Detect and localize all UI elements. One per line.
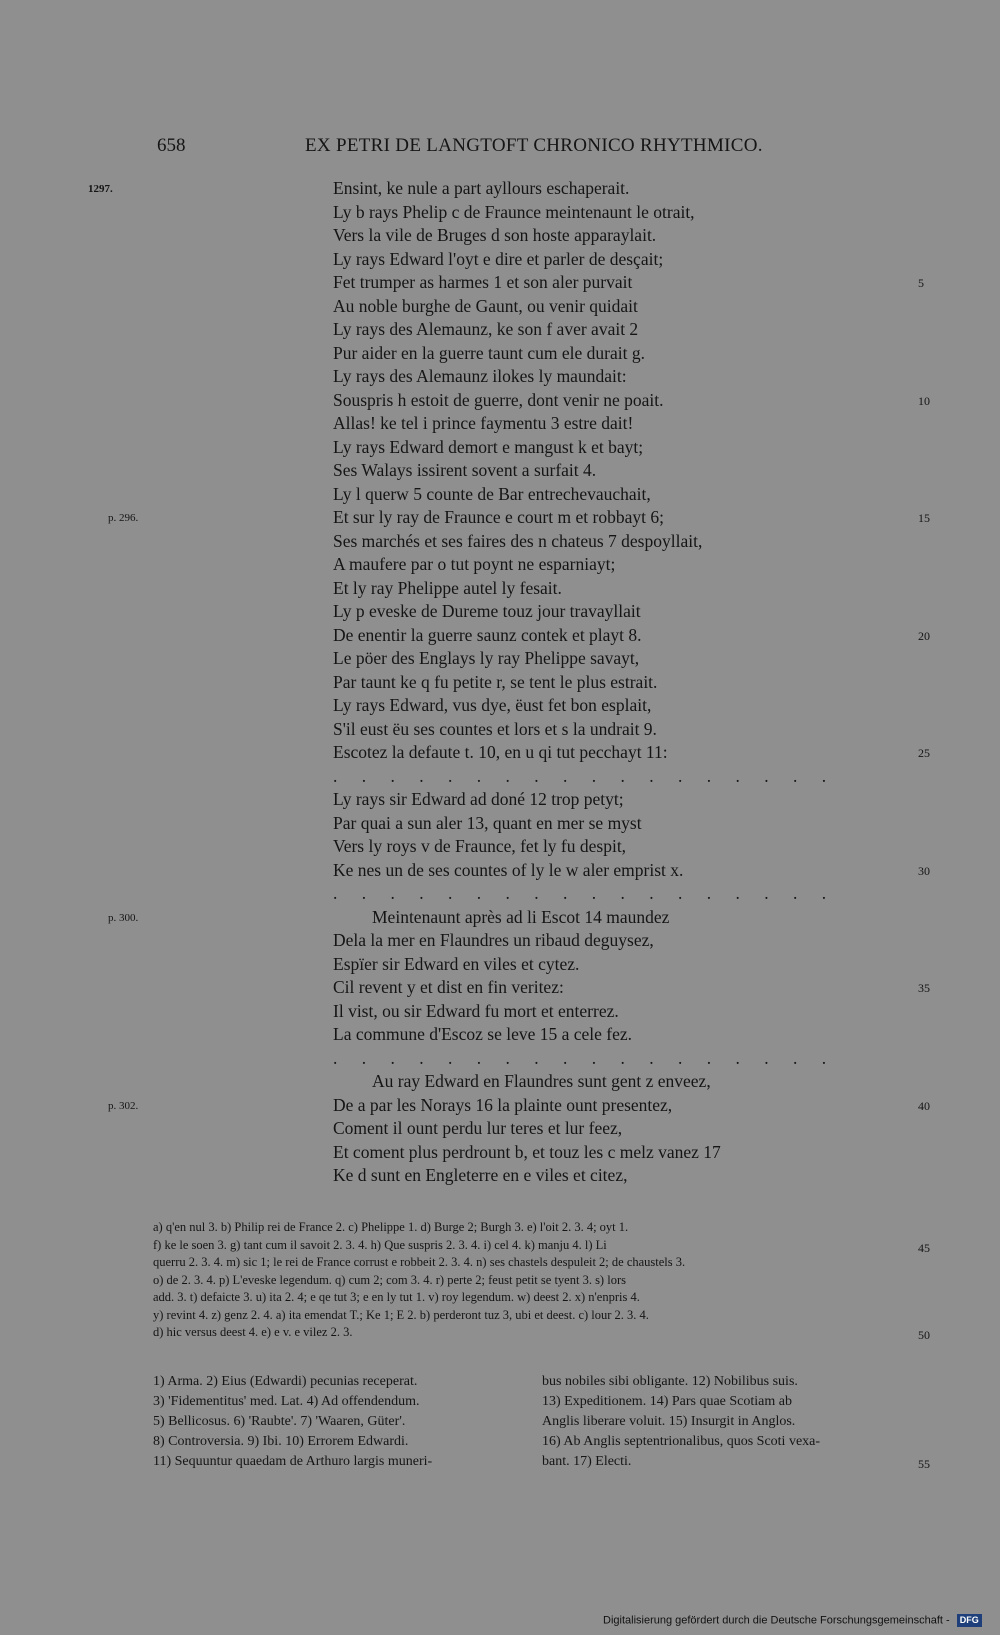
verse-line (0, 295, 1000, 319)
variant-note-line (153, 1219, 915, 1237)
verse-ellipsis (0, 882, 1000, 906)
line-number: 30 (918, 863, 930, 878)
page-header (0, 135, 1000, 165)
footnote-line: 16) Ab Anglis septentrionalibus, quos Scoti vexa- (542, 1434, 821, 1449)
variant-note-line (153, 1307, 915, 1325)
verse-text: Le pöer des Englays ly ray Phelippe savayt, (333, 648, 640, 668)
verse-line (0, 506, 1000, 530)
verse-line (0, 1141, 1000, 1165)
verse-text: Ensint, ke nule a part ayllours eschaperait. (333, 178, 630, 198)
verse-line (0, 859, 1000, 883)
line-number: 15 (918, 511, 930, 525)
verse-text: Ly l querw 5 counte de Bar entrechevauchait, (333, 483, 651, 504)
variant-note-line (153, 1324, 930, 1342)
verse-ellipsis (0, 1047, 1000, 1071)
verse-text: . . . . . . . . . . . . . . . . . . (333, 765, 837, 786)
variant-note-text: y) revint 4. z) genz 2. 4. a) ita emendat T.; Ke 1; E 2. b) perderont tuz 3, ubi et deest. c) lour 2. 3. 4. (153, 1307, 649, 1322)
variant-note-text: add. 3. t) defaicte 3. u) ita 2. 4; e qe tut 3; e en ly tut 1. v) roy legendum. w) deest 2. x) n'enpris 4. (153, 1290, 640, 1304)
verse-line (0, 976, 1000, 1000)
verse-line (0, 624, 1000, 648)
verse-text: Ly rays Edward, vus dye, ëust fet bon esplait, (333, 695, 652, 715)
verse-line (0, 788, 1000, 812)
verse-ellipsis (0, 765, 1000, 789)
verse-line (0, 177, 1000, 201)
line-number: 40 (918, 1098, 930, 1113)
footnote-line: 8) Controversia. 9) Ibi. 10) Errorem Edwardi. (153, 1434, 409, 1449)
line-number: 35 (918, 981, 930, 995)
verse-text: Vers ly roys v de Fraunce, fet ly fu despit, (333, 836, 627, 856)
running-title: EX PETRI DE LANGTOFT CHRONICO RHYTHMICO. (305, 135, 763, 156)
margin-note: 1297. (88, 183, 113, 195)
verse-line (0, 671, 1000, 695)
verse-text: Coment il ount perdu lur teres et lur feez, (333, 1118, 623, 1138)
verse-text: Ly rays des Alemaunz ilokes ly maundait: (333, 366, 627, 386)
verse-line (0, 201, 1000, 225)
verse-line (0, 342, 1000, 366)
variant-note-text: a) q'en nul 3. b) Philip rei de France 2. c) Phelippe 1. d) Burge 2; Burgh 3. e) l'oit 2. 3. 4; oyt 1. (153, 1220, 629, 1234)
verse-text: Vers la vile de Bruges d son hoste apparaylait. (333, 225, 657, 245)
variant-note-line (153, 1237, 930, 1255)
verse-line (0, 1070, 1000, 1094)
verse-line (0, 248, 1000, 272)
verse-text: Escotez la defaute t. 10, en u qi tut pecchayt 11: (333, 742, 668, 762)
verse-line (0, 718, 1000, 742)
verse-text: Dela la mer en Flaundres un ribaud deguysez, (333, 930, 654, 950)
verse-text: . . . . . . . . . . . . . . . . . . (333, 883, 837, 903)
verse-text: Ly b rays Phelip c de Fraunce meintenaunt le otrait, (333, 201, 695, 222)
verse-line (0, 1094, 1000, 1118)
verse-text: Allas! ke tel i prince faymentu 3 estre dait! (333, 413, 634, 433)
footnote-line: 1) Arma. 2) Eius (Edwardi) pecunias receperat. (153, 1374, 418, 1389)
margin-note: p. 296. (108, 512, 139, 524)
variant-notes (153, 1219, 930, 1342)
variant-note-line (153, 1272, 915, 1290)
verse-text: Ly rays des Alemaunz, ke son f aver avait 2 (333, 319, 639, 339)
verse-line (0, 553, 1000, 577)
verse-line (0, 412, 1000, 436)
verse-line (0, 600, 1000, 624)
verse-line (0, 1117, 1000, 1141)
margin-note: p. 302. (108, 1099, 139, 1112)
verse-text: Et ly ray Phelippe autel ly fesait. (333, 577, 562, 598)
footnote-line: 11) Sequuntur quaedam de Arthuro largis muneri- (153, 1454, 433, 1469)
verse-text: Ke d sunt en Engleterre en e viles et citez, (333, 1165, 628, 1185)
verse-line (0, 741, 1000, 765)
footnote-line: 5) Bellicosus. 6) 'Raubte'. 7) 'Waaren, Güter'. (153, 1414, 406, 1429)
verse-line (0, 1023, 1000, 1047)
verse-text: De enentir la guerre saunz contek et playt 8. (333, 624, 642, 645)
footnote-line: 3) 'Fidementitus' med. Lat. 4) Ad offendendum. (153, 1394, 420, 1409)
verse-text: Ly rays Edward demort e mangust k et bayt; (333, 436, 644, 457)
variant-note-text: o) de 2. 3. 4. p) L'eveske legendum. q) cum 2; com 3. 4. r) perte 2; feust petit se tyent 3. s) lors (153, 1272, 626, 1287)
verse-line (0, 483, 1000, 507)
verse-text: Souspris h estoit de guerre, dont venir ne poait. (333, 389, 664, 410)
verse-text: A maufere par o tut poynt ne esparniayt; (333, 554, 616, 574)
verse-line (0, 365, 1000, 389)
verse-line (0, 835, 1000, 859)
variant-note-text: f) ke le soen 3. g) tant cum il savoit 2. 3. 4. h) Que suspris 2. 3. 4. i) cel 4. k) manju 4. l) Li (153, 1237, 607, 1252)
verse-line (0, 577, 1000, 601)
verse-line (0, 436, 1000, 460)
verse-text: De a par les Norays 16 la plainte ount presentez, (333, 1094, 673, 1115)
verse-text: Et coment plus perdrount b, et touz les c melz vanez 17 (333, 1141, 721, 1162)
footnote-line: bant. 17) Electi. (542, 1454, 632, 1469)
variant-note-text: d) hic versus deest 4. e) e v. e vilez 2. 3. (153, 1325, 353, 1339)
line-number: 10 (918, 393, 930, 408)
footnote-line: bus nobiles sibi obligante. 12) Nobilibus suis. (542, 1374, 798, 1389)
verse-line (0, 530, 1000, 554)
verse-text: Ly p eveske de Dureme touz jour travayllait (333, 601, 641, 621)
verse-text: Ly rays sir Edward ad doné 12 trop petyt; (333, 789, 624, 809)
verse-line (0, 953, 1000, 977)
verse-text: . . . . . . . . . . . . . . . . . . (333, 1047, 837, 1068)
footnote-line: Anglis liberare voluit. 15) Insurgit in Anglos. (542, 1414, 796, 1429)
verse-text: Ly rays Edward l'oyt e dire et parler de desçait; (333, 248, 664, 269)
verse-text: Il vist, ou sir Edward fu mort et enterrez. (333, 1000, 619, 1021)
footer-credit (603, 1614, 982, 1632)
verse-text: Par quai a sun aler 13, quant en mer se myst (333, 812, 642, 833)
line-number: 55 (918, 1457, 930, 1471)
variant-note-line (153, 1254, 915, 1272)
footnote-line: 13) Expeditionem. 14) Pars quae Scotiam ab (542, 1394, 792, 1409)
verse-line (0, 271, 1000, 295)
verse-line (0, 694, 1000, 718)
verse-text: Par taunt ke q fu petite r, se tent le plus estrait. (333, 671, 658, 692)
verse-text: S'il eust ëu ses countes et lors et s la undrait 9. (333, 718, 657, 739)
variant-note-line (153, 1289, 915, 1307)
footnotes (153, 1372, 930, 1472)
verse-text: Meintenaunt après ad li Escot 14 maundez (372, 906, 670, 927)
verse-text: Fet trumper as harmes 1 et son aler purvait (333, 272, 633, 292)
verse-text: Ke nes un de ses countes of ly le w aler emprist x. (333, 859, 684, 880)
verse-line (0, 906, 1000, 930)
page-number: 658 (157, 135, 186, 156)
line-number: 20 (918, 628, 930, 643)
verse-text: Ses Walays issirent sovent a surfait 4. (333, 460, 597, 480)
footnotes-left-column (153, 1372, 538, 1472)
verse-line (0, 929, 1000, 953)
verse-text: Au noble burghe de Gaunt, ou venir quidait (333, 295, 638, 316)
verse-line (0, 1164, 1000, 1188)
variant-note-text: querru 2. 3. 4. m) sic 1; le rei de France corrust e robbeit 2. 3. 4. n) ses chastels despuleit 2; de chaustels 3. (153, 1255, 686, 1269)
footer-text: Digitalisierung gefördert durch die Deutsche Forschungsgemeinschaft - (603, 1614, 950, 1627)
line-number: 5 (918, 276, 924, 290)
verse-line (0, 318, 1000, 342)
verse-line (0, 1000, 1000, 1024)
verse-block (0, 177, 1000, 1188)
verse-text: Cil revent y et dist en fin veritez: (333, 977, 564, 997)
verse-text: Pur aider en la guerre taunt cum ele durait g. (333, 342, 645, 363)
verse-text: Espïer sir Edward en viles et cytez. (333, 953, 580, 974)
verse-line (0, 647, 1000, 671)
verse-line (0, 812, 1000, 836)
verse-text: Ses marchés et ses faires des n chateus 7 despoyllait, (333, 530, 703, 551)
footnotes-right-column (542, 1372, 918, 1472)
line-number: 25 (918, 746, 930, 760)
verse-text: Et sur ly ray de Fraunce e court m et robbayt 6; (333, 507, 664, 527)
dfg-logo: DFG (957, 1614, 982, 1627)
verse-line (0, 389, 1000, 413)
verse-line (0, 459, 1000, 483)
line-number: 45 (918, 1240, 930, 1255)
verse-text: La commune d'Escoz se leve 15 a cele fez. (333, 1024, 633, 1044)
margin-note: p. 300. (108, 911, 139, 924)
line-number: 50 (918, 1328, 930, 1342)
verse-text: Au ray Edward en Flaundres sunt gent z enveez, (372, 1071, 711, 1091)
verse-line (0, 224, 1000, 248)
